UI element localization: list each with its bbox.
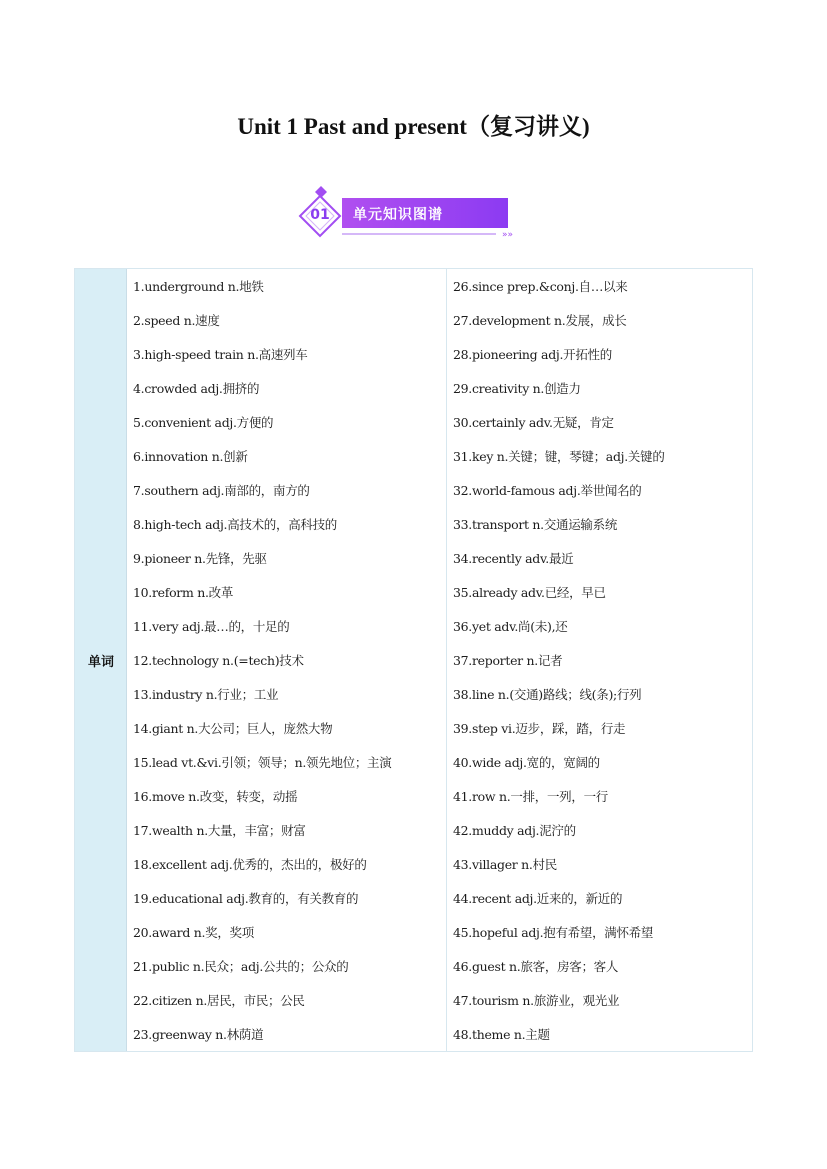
vocab-entry: 10.reform n.改革 [133, 585, 234, 600]
vocab-entry: 36.yet adv.尚(未),还 [453, 619, 568, 634]
vocab-entry: 3.high-speed train n.高速列车 [133, 347, 308, 362]
category-cell [75, 269, 127, 1051]
category-label: 单词 [87, 655, 114, 670]
vocab-entry: 45.hopeful adj.抱有希望，满怀希望 [453, 925, 654, 940]
vocab-entry: 11.very adj.最…的，十足的 [133, 619, 290, 634]
vocabulary-table [74, 268, 753, 1052]
page-title: Unit 1 Past and present（复习讲义) [237, 114, 590, 139]
vocab-entry: 20.award n.奖，奖项 [133, 925, 254, 940]
vocab-entry: 32.world-famous adj.举世闻名的 [453, 483, 642, 498]
vocab-entry: 12.technology n.(=tech)技术 [133, 653, 304, 668]
vocab-entry: 1.underground n.地铁 [133, 279, 264, 294]
vocab-entry: 44.recent adj.近来的，新近的 [453, 891, 623, 906]
vocab-entry: 42.muddy adj.泥泞的 [453, 823, 576, 838]
vocab-entry: 19.educational adj.教育的，有关教育的 [133, 891, 359, 906]
vocab-entry: 8.high-tech adj.高技术的，高科技的 [133, 517, 337, 532]
vocab-entry: 27.development n.发展，成长 [453, 313, 627, 328]
vocab-entry: 39.step vi.迈步，踩，踏，行走 [453, 721, 626, 736]
vocab-entry: 40.wide adj.宽的，宽阔的 [453, 755, 600, 770]
vocab-entry: 35.already adv.已经，早已 [453, 585, 606, 600]
vocab-entry: 28.pioneering adj.开拓性的 [453, 347, 612, 362]
svg-text:»»: »» [502, 230, 514, 240]
vocab-entry: 4.crowded adj.拥挤的 [133, 381, 260, 396]
vocab-entry: 9.pioneer n.先锋，先驱 [133, 551, 267, 566]
vocab-entry: 37.reporter n.记者 [453, 653, 563, 668]
vocab-entry: 14.giant n.大公司；巨人，庞然大物 [133, 721, 333, 736]
vocab-column-right [447, 269, 752, 1051]
vocab-entry: 34.recently adv.最近 [453, 551, 574, 566]
vocab-entry: 48.theme n.主题 [453, 1027, 550, 1042]
vocab-entry: 43.villager n.村民 [453, 857, 557, 872]
vocab-entry: 22.citizen n.居民，市民；公民 [133, 993, 305, 1008]
vocab-entry: 15.lead vt.&vi.引领；领导；n.领先地位；主演 [133, 755, 392, 770]
section-label: 单元知识图谱 [353, 207, 443, 223]
vocab-entry: 47.tourism n.旅游业，观光业 [453, 993, 620, 1008]
vocab-column-left [127, 269, 447, 1051]
vocab-entry: 31.key n.关键；键，琴键；adj.关键的 [453, 449, 665, 464]
vocab-entry: 2.speed n.速度 [133, 313, 220, 328]
vocab-entry: 30.certainly adv.无疑，肯定 [453, 415, 614, 430]
vocab-entry: 23.greenway n.林荫道 [133, 1027, 264, 1042]
section-number: 01 [310, 207, 330, 223]
vocab-entry: 38.line n.(交通)路线；线(条);行列 [453, 687, 642, 702]
vocab-entry: 5.convenient adj.方便的 [133, 415, 274, 430]
vocab-entry: 21.public n.民众；adj.公共的；公众的 [133, 959, 349, 974]
vocab-entry: 7.southern adj.南部的，南方的 [133, 483, 310, 498]
vocab-entry: 29.creativity n.创造力 [453, 381, 581, 396]
vocab-entry: 41.row n.一排，一列，一行 [453, 789, 608, 804]
vocab-entry: 26.since prep.&conj.自…以来 [453, 279, 628, 294]
vocab-entry: 13.industry n.行业；工业 [133, 687, 279, 702]
vocab-entry: 33.transport n.交通运输系统 [453, 517, 618, 532]
vocab-entry: 46.guest n.旅客，房客；客人 [453, 959, 619, 974]
vocab-entry: 16.move n.改变，转变，动摇 [133, 789, 298, 804]
vocab-entry: 17.wealth n.大量，丰富；财富 [133, 823, 306, 838]
vocab-entry: 18.excellent adj.优秀的，杰出的，极好的 [133, 857, 367, 872]
vocab-entry: 6.innovation n.创新 [133, 449, 248, 464]
